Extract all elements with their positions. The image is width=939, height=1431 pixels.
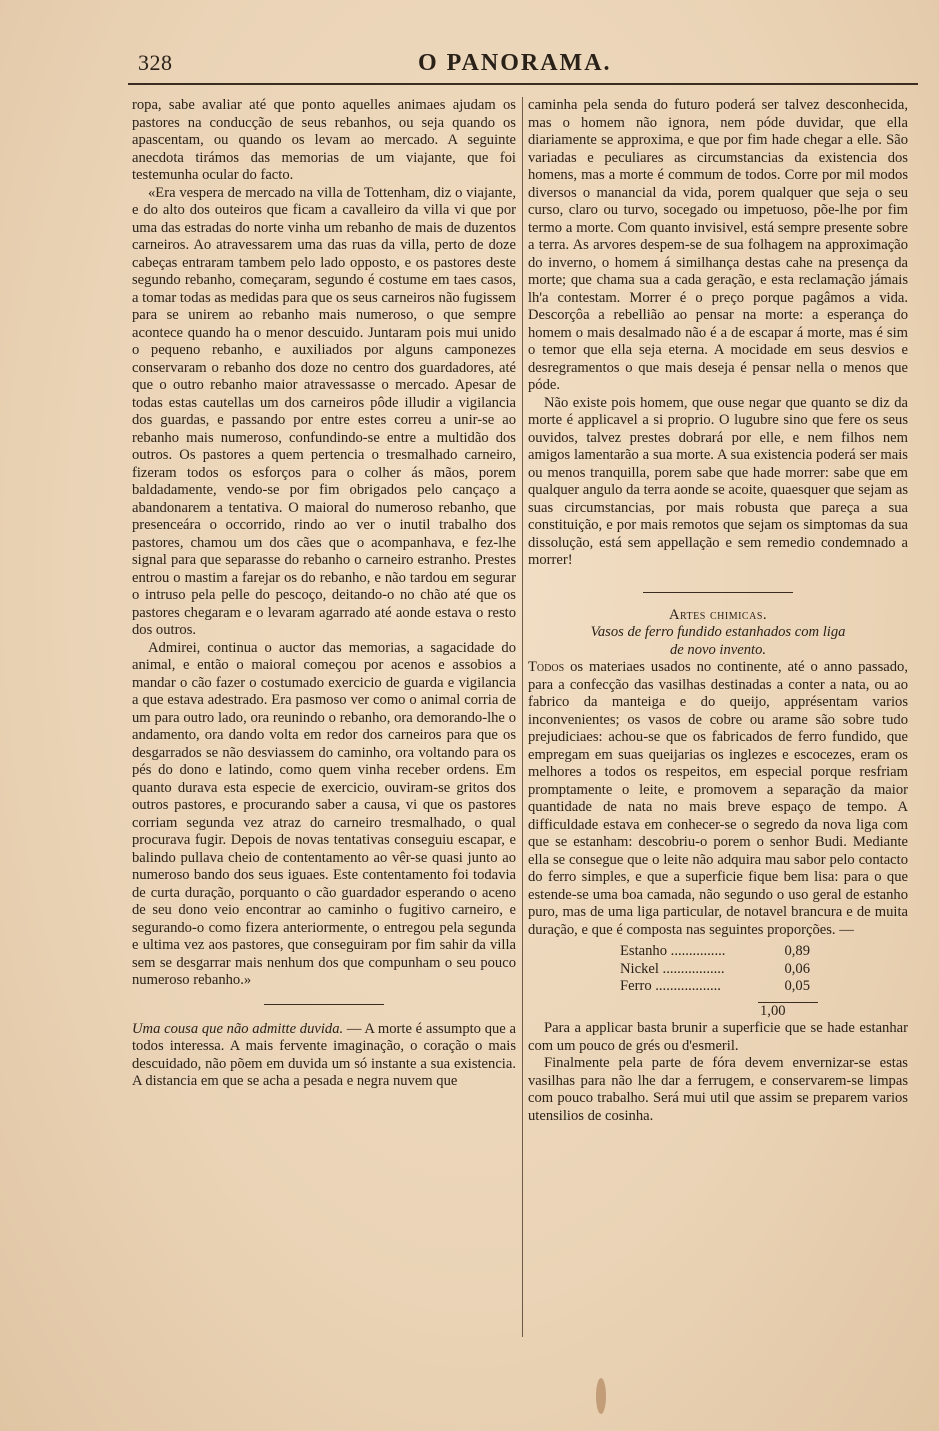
dog-anecdote-continuation: Admirei, continua o auctor das memorias, a sagacidade do animal, e então o maioral começou por acenos e assobios a mandar o cão fazer o costumado exercicio de guarda e vigilancia a que estava adestrado. Era pasmoso ver como o animal corria de um para outro lado, ora reunindo o rebanho, ora demorando-lhe o andamento, ora dando volta em redor dos carneiros para que os desgarrados se não desviassem do caminho, ora voltando para os pés do dono e latindo, como quem vinha receber ordens. Em quanto durava esta especie de exercicio, ouviram-se gritos dos outros pastores, e procurando saber a causa, vi que os pastores corriam segunda vez atraz do carneiro tresmalhado, o qual procurava fugir. Depois de novas tentativas conseguiu escapar, e balindo pullava cheio de contentamento ao vêr-se quasi junto ao numeroso bando dos seus iguaes. Este contentamento foi todavia de curta duração, porquanto o cão guardador esperando o aceno de seu dono veio encontrar ao caminho o fugitivo carneiro, e segurando-o como fizera anteriormente, o entregou pela segunda e ultima vez aos pastores, que conseguiram por fim sahir da villa sem se desgarrar mais nenhum dos que compunham o seu pouco numeroso rebanho.» xyxy=(132,639,516,988)
section-title: Artes chimicas. xyxy=(668,606,768,623)
alloy-component: Estanho ............... xyxy=(620,943,726,959)
page-number: 328 xyxy=(138,50,173,75)
section-subtitle-line-2: de novo invento. xyxy=(669,641,767,658)
right-column xyxy=(528,97,908,1125)
chemistry-article-lead: Todos xyxy=(528,659,565,675)
left-column xyxy=(132,97,516,1091)
death-article-continuation: caminha pela senda do futuro poderá ser talvez desconhecida, mas o homem não ignora, nem póde duvidar, que ella diariamente se approxima, e que por fim hade chegar a elle. São variadas e peculiares as circumstancias da existencia dos homens, mas a morte é commum de todos. Corre por mil modos diversos o manancial da vida, porem qualquer que seja o seu curso, claro ou turvo, socegado ou impetuoso, põe-lhe por fim termo a morte. Com quanto invisivel, está sempre presente sobre a terra. As arvores despem-se de sua folhagem na approximação do inverno, o homem á similhança destas cahe na presença da morte; que chama sua a cada geração, e esta reclamação jámais lh'a contestam. Morrer é o preço porque pagâmos a vida. Descorçôa a rebellião ao pensar na morte: a esperança do homem o mais desalmado não é a de escapar á morte, mas é sim o temor que ella seja eterna. A mocidade em seus desvios e desregramentos o que mais deseja é pensar nella o menos que póde. xyxy=(528,97,908,393)
alloy-component: Nickel ................. xyxy=(620,960,725,977)
chemistry-article-application: Para a applicar basta brunir a superficie que se hade estanhar com um pouco de grés ou d'esmeril. xyxy=(528,1020,908,1054)
alloy-proportion: 0,06 xyxy=(784,960,810,977)
alloy-proportion: 0,89 xyxy=(784,943,810,959)
alloy-total: 1,00 xyxy=(760,1002,786,1019)
alloy-row xyxy=(620,943,810,961)
column-divider xyxy=(522,97,523,1337)
section-subtitle-line-1: Vasos de ferro fundido estanhados com liga xyxy=(590,624,846,640)
death-article-start xyxy=(132,1021,516,1091)
publication-title: O PANORAMA. xyxy=(418,50,612,76)
chemistry-article-finish: Finalmente pela parte de fóra devem envernizar-se estas vasilhas para não lhe dar a ferrugem, e conservarem-se limpas com pouco trabalho. Será mui util que assim se preparem varios utensilios de cosinha. xyxy=(528,1055,908,1124)
chemistry-article-body xyxy=(528,659,908,939)
chemistry-article-text: os materiaes usados no continente, até o anno passado, para a confecção das vasilhas destinadas a conter a nata, ou ao fabrico da manteiga e do queijo, apprésentam varios inconvenientes; os vasos de cobre ou arame são sobre tudo prejudiciaes: achou-se que os fabricados de ferro fundido, que empregam em suas queijarias os inglezes e escocezes, eram os melhores a todos os respeitos, em especial porque resfriam promptamente o leite, e promovem a separação da maior quantidade de nata no mais breve espaço de tempo. A difficuldade estava em conhecer-se o segredo da nova liga com que se estanham: descobriu-o porem o senhor Budi. Mediante ella se consegue que o leite não adquira mau sabor pelo contacto do ferro simples, e que a superficie fique bem lisa: para o que estende-se uma boa camada, não segundo o uso geral de estanho puro, mas de uma liga particular, de notavel brancura e de muita duração, e que é composta nas seguintes proporções. — xyxy=(528,659,908,938)
article-separator xyxy=(264,1004,384,1005)
page-header xyxy=(128,48,918,84)
article-separator xyxy=(643,592,793,593)
dog-anecdote-intro: ropa, sabe avaliar até que ponto aquelles animaes ajudam os pastores na conducção de seus rebanhos, ou seja quando os apascentam, ou quando os levam ao mercado. A seguinte anecdota tirámos das memorias de um viajante, que foi testemunha ocular do facto. xyxy=(132,97,516,183)
death-article-text: — A morte é assumpto que a todos interessa. A mais fervente imaginação, o coração o mais descuidado, não põem em duvida um só instante a sua existencia. A distancia em que se acha a pesada e negra nuvem que xyxy=(132,1020,516,1089)
death-article-conclusion: Não existe pois homem, que ouse negar que quanto se diz da morte é applicavel a si proprio. O lugubre sino que fere os seus ouvidos, talvez prestes dobrará por elle, e nem filhos nem amigos lamentarão a sua morte. A sua existencia poderá ser mais ou menos tranquilla, porem sabe que hade morrer: sabe que em qualquer angulo da terra aonde se acoite, quaesquer que sejam as suas circumstancias, por mais robusta que pareça a sua constituição, e por mais remotos que sejam os simptomas da sua dissolução, está sem appellação e sem remedio condemnado a morrer! xyxy=(528,394,908,568)
dog-anecdote-story: «Era vespera de mercado na villa de Tottenham, diz o viajante, e do alto dos outeiros que ficam a cavalleiro da villa vi que por uma das estradas do norte vinha um rebanho de mais de duzentos carneiros. Ao atravessarem uma das ruas da villa, perto de doze cabeças entraram tambem pelo lado opposto, e os pastores deste segundo rebanho, começaram, segundo é costume em taes casos, a tomar todas as medidas para que os seus carneiros não fugissem para se unirem ao rebanho mais numeroso, o que sempre acontece quando ha o menor descuido. Juntaram pois mui unido o pequeno rebanho, e auxiliados por alguns camponezes conservaram o rebanho dos doze no centro dos guardadores, até que o outro rebanho maior atravessasse o mercado. Apesar de todas estas cautellas um dos carneiros pôde illudir a vigilancia dos guardas, e passando por entre estes correu a unir-se ao rebanho mais numeroso, confundindo-se entre a multidão dos outros. Os pastores a quem pertencia o tresmalhado carneiro, fizeram todos os esforços para o colher ás mãos, porem baldadamente, vendo-se por fim obrigados pelo cançaço a abandonarem a tentativa. O maioral do numeroso rebanho, que presenceára o occorrido, rindo ao ver o inutil trabalho dos pastores, chamou um dos cães que o acompanhava, e fez-lhe signal para que separasse do rebanho o carneiro estranho. Prestes entrou o mastim a farejar os do rebanho, e não tardou em segurar o intruso pela pelle do pescoço, deitando-o no chão até que os pastores chegaram e o levaram agarrado até aonde estava o resto dos outros. xyxy=(132,184,516,638)
header-rule xyxy=(128,83,918,85)
alloy-table xyxy=(620,943,908,996)
paper-stain xyxy=(596,1378,606,1414)
alloy-row xyxy=(620,961,810,979)
alloy-row xyxy=(620,978,810,996)
death-article-lead: Uma cousa que não admitte duvida. xyxy=(132,1020,344,1037)
alloy-proportion: 0,05 xyxy=(784,978,810,994)
alloy-component: Ferro .................. xyxy=(620,978,721,994)
